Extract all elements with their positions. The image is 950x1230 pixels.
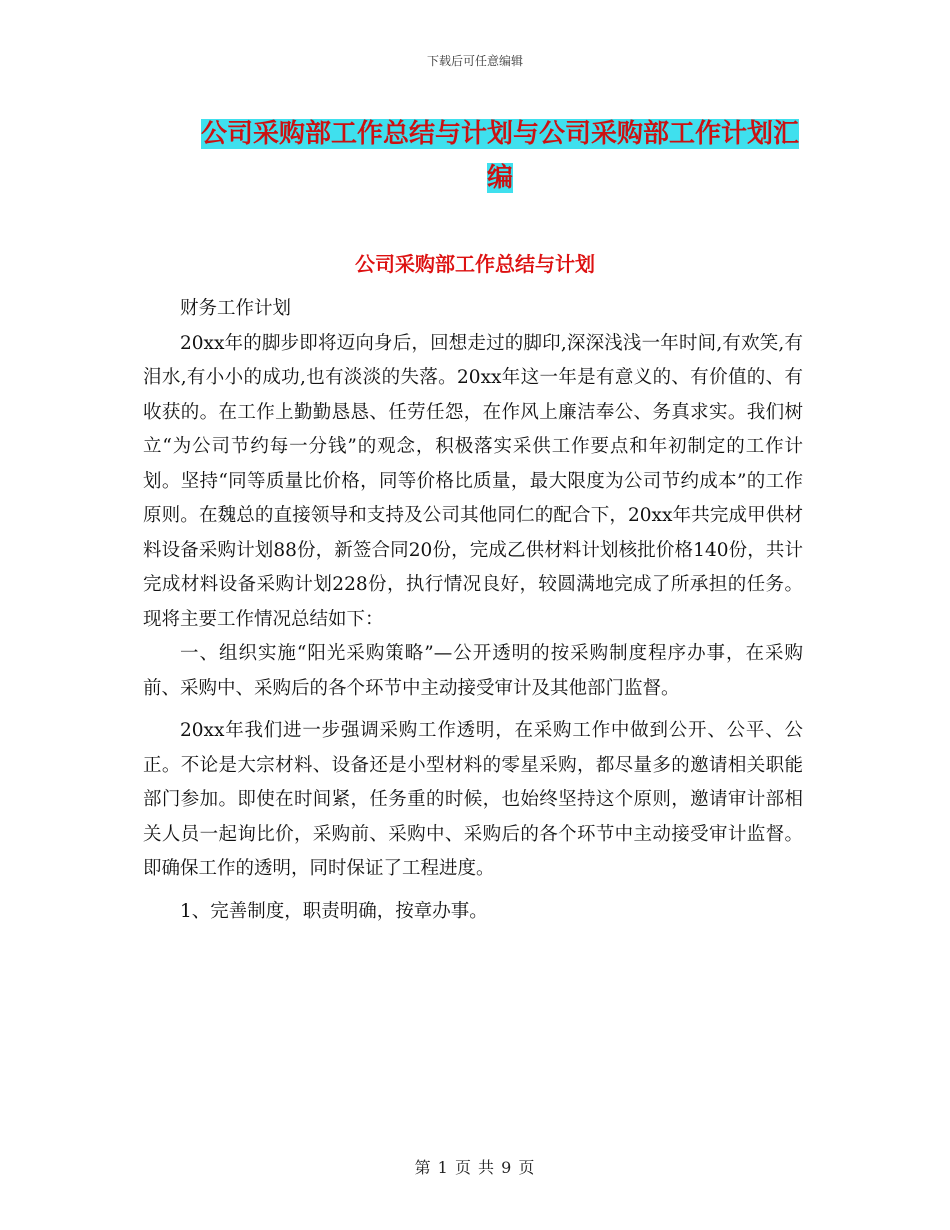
paragraph: 一、组织实施“阳光采购策略”—公开透明的按采购制度程序办事，在采购前、采购中、采购后的各个环节中主动接受审计及其他部门监督。 xyxy=(143,643,803,699)
document-body xyxy=(143,292,803,929)
paragraph: 1、完善制度，职责明确，按章办事。 xyxy=(180,900,488,922)
paragraph: 20xx年我们进一步强调采购工作透明，在采购工作中做到公开、公平、公正。不论是大宗材料、设备还是小型材料的零星采购，都尽量多的邀请相关职能部门参加。即使在时间紧，任务重的时候，也始终坚持这个原则，邀请审计部相关人员一起询比价，采购前、采购中、采购后的各个环节中主动接受审计监督。即确保工作的透明，同时保证了工程进度。 xyxy=(143,720,803,879)
document-title xyxy=(190,112,810,200)
page-header-note: 下载后可任意编辑 xyxy=(426,54,523,68)
paragraph: 20xx年的脚步即将迈向身后，回想走过的脚印,深深浅浅一年时间,有欢笑,有泪水,有小小的成功,也有淡淡的失落。20xx年这一年是有意义的、有价值的、有收获的。在工作上勤勤恳恳、任劳任怨，在作风上廉洁奉公、务真求实。我们树立“为公司节约每一分钱”的观念，积极落实采供工作要点和年初制定的工作计划。坚持“同等质量比价格，同等价格比质量，最大限度为公司节约成本”的工作原则。在魏总的直接领导和支持及公司其他同仁的配合下，20xx年共完成甲供材料设备采购计划88份，新签合同20份，完成乙供材料计划核批价格140份，共计完成材料设备采购计划228份，执行情况良好，较圆满地完成了所承担的任务。现将主要工作情况总结如下： xyxy=(143,332,803,630)
paragraph-heading: 财务工作计划 xyxy=(180,298,292,319)
section-title: 公司采购部工作总结与计划 xyxy=(355,252,595,276)
page-footer: 第 1 页 共 9 页 xyxy=(414,1158,536,1177)
document-title-text: 公司采购部工作总结与计划与公司采购部工作计划汇编 xyxy=(200,119,799,193)
